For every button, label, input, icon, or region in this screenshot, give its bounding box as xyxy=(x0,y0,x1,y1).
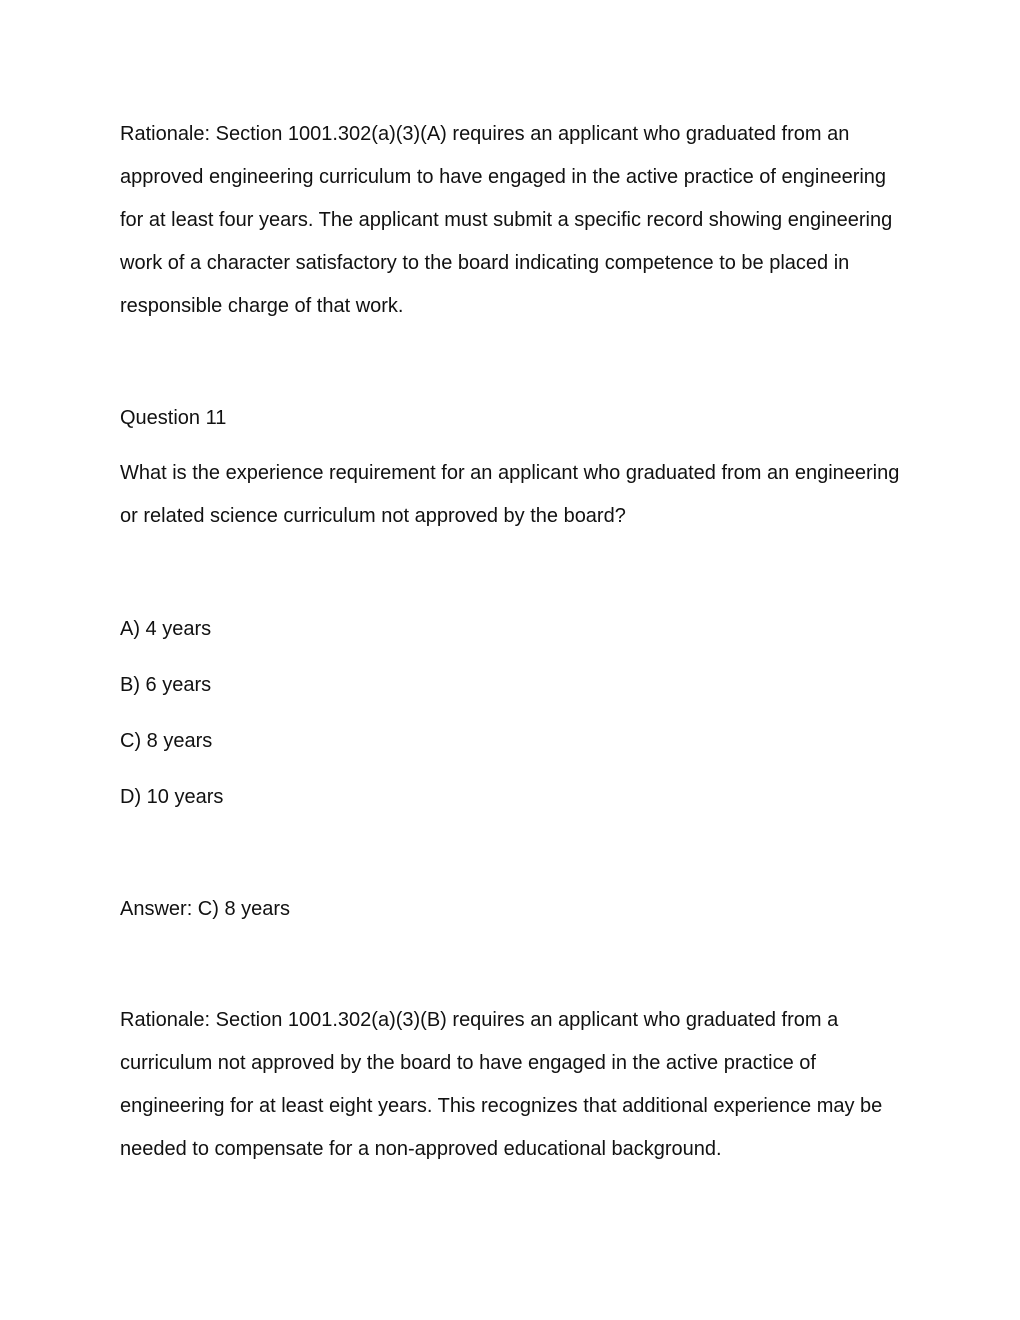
answer-line: Answer: C) 8 years xyxy=(120,898,291,920)
question-heading: Question 11 xyxy=(120,407,227,429)
previous-rationale-paragraph: Rationale: Section 1001.302(a)(3)(A) requires an applicant who graduated from an approved engineering curriculum to have engaged in the active practice of engineering for at least four years. The applicant must submit a specific record showing engineering work of a character satisfactory to the board indicating competence to be placed in responsible charge of that work. xyxy=(120,123,893,317)
rationale-paragraph: Rationale: Section 1001.302(a)(3)(B) requires an applicant who graduated from a curriculum not approved by the board to have engaged in the active practice of engineering for at least eight years. This recognizes that additional experience may be needed to compensate for a non-approved educational background. xyxy=(120,1009,883,1160)
option-d: D) 10 years xyxy=(120,786,224,808)
question-text: What is the experience requirement for an applicant who graduated from an engineering or related science curriculum not approved by the board? xyxy=(120,462,900,527)
option-b: B) 6 years xyxy=(120,674,212,696)
option-a: A) 4 years xyxy=(120,618,212,640)
option-c: C) 8 years xyxy=(120,730,213,752)
